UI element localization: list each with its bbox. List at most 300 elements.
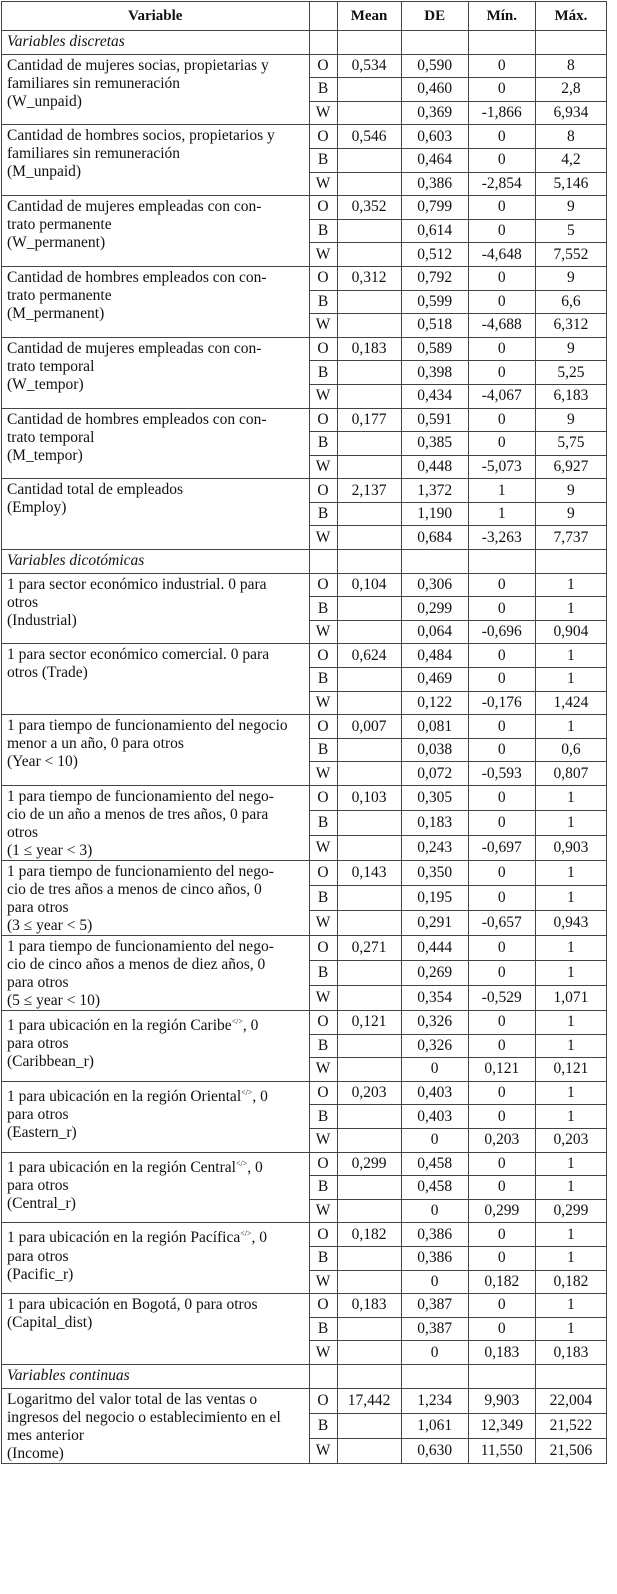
de-value: 0,484 — [401, 644, 468, 668]
max-value: 9 — [535, 408, 606, 432]
estimator-type: B — [309, 961, 337, 986]
empty-cell — [337, 1199, 401, 1223]
de-value: 0,434 — [401, 384, 468, 408]
min-value: 0 — [468, 644, 535, 668]
max-value: 5,75 — [535, 432, 606, 456]
estimator-type: O — [309, 54, 337, 78]
max-value: 6,183 — [535, 384, 606, 408]
estimator-type: O — [309, 861, 337, 886]
section-row — [2, 1364, 607, 1388]
min-value: -4,067 — [468, 384, 535, 408]
description-text: Cantidad de mujeres empleadas con con- trato temporal (W_tempor) — [7, 339, 262, 393]
min-value: 0 — [468, 1081, 535, 1105]
de-value: 0,589 — [401, 337, 468, 361]
estimator-type: W — [309, 691, 337, 715]
de-value: 0,386 — [401, 1223, 468, 1247]
description-text: 1 para ubicación en la región Caribe — [7, 1017, 232, 1035]
min-value: 0,182 — [468, 1270, 535, 1294]
max-value: 6,927 — [535, 455, 606, 479]
min-value: 11,550 — [468, 1438, 535, 1463]
estimator-type: W — [309, 620, 337, 644]
estimator-type: B — [309, 1034, 337, 1058]
de-value: 0,684 — [401, 526, 468, 550]
max-value: 1 — [535, 936, 606, 961]
estimator-type: B — [309, 1413, 337, 1438]
min-value: -3,263 — [468, 526, 535, 550]
estimator-type: W — [309, 526, 337, 550]
min-value: 0,299 — [468, 1199, 535, 1223]
description-text-cont: , 0 para otros (Eastern_r) — [7, 1087, 268, 1141]
header-variable: Variable — [2, 2, 310, 31]
estimator-type: W — [309, 455, 337, 479]
min-value: 0 — [468, 573, 535, 597]
empty-cell — [337, 219, 401, 243]
table-row — [2, 1152, 607, 1176]
estimator-type: B — [309, 1246, 337, 1270]
estimator-type: O — [309, 479, 337, 503]
de-value: 0,350 — [401, 861, 468, 886]
min-value: 0 — [468, 125, 535, 149]
empty-cell — [337, 1341, 401, 1365]
min-value: 0 — [468, 1034, 535, 1058]
min-value: -4,648 — [468, 243, 535, 267]
empty-cell — [401, 31, 468, 55]
estimator-type: W — [309, 172, 337, 196]
min-value: 0 — [468, 936, 535, 961]
empty-cell — [337, 432, 401, 456]
max-value: 6,6 — [535, 290, 606, 314]
description-text: 1 para ubicación en la región Central — [7, 1158, 236, 1176]
de-value: 0,326 — [401, 1034, 468, 1058]
mean-value: 0,103 — [337, 786, 401, 811]
estimator-type: W — [309, 1199, 337, 1223]
empty-cell — [337, 314, 401, 338]
variable-description — [2, 125, 310, 196]
empty-cell — [337, 691, 401, 715]
min-value: 0 — [468, 715, 535, 739]
description-text: Cantidad de hombres empleados con con- trato permanente (M_permanent) — [7, 268, 267, 322]
min-value: 0 — [468, 668, 535, 692]
description-text: 1 para tiempo de funcionamiento del nego- cio de tres años a menos de cinco años, 0 para otros (3 ≤ year < 5) — [7, 863, 274, 934]
min-value: 0 — [468, 811, 535, 836]
empty-cell — [309, 1364, 337, 1388]
min-value: -0,697 — [468, 836, 535, 861]
estimator-type: W — [309, 243, 337, 267]
estimator-type: O — [309, 125, 337, 149]
de-value: 0,398 — [401, 361, 468, 385]
min-value: 0 — [468, 78, 535, 102]
empty-cell — [337, 1105, 401, 1129]
header-de: DE — [401, 2, 468, 31]
estimator-type: O — [309, 715, 337, 739]
min-value: 0 — [468, 361, 535, 385]
header-mean: Mean — [337, 2, 401, 31]
de-value: 0 — [401, 1199, 468, 1223]
min-value: 0 — [468, 786, 535, 811]
variable-description — [2, 479, 310, 550]
mean-value: 0,183 — [337, 1294, 401, 1318]
min-value: 12,349 — [468, 1413, 535, 1438]
estimator-type: O — [309, 1388, 337, 1413]
empty-cell — [309, 31, 337, 55]
empty-cell — [337, 1438, 401, 1463]
empty-cell — [401, 1364, 468, 1388]
max-value: 1 — [535, 1152, 606, 1176]
estimator-type: B — [309, 1317, 337, 1341]
de-value: 0 — [401, 1341, 468, 1365]
table-row — [2, 1223, 607, 1247]
description-text-cont: , 0 para otros (Pacific_r) — [7, 1229, 267, 1283]
empty-cell — [401, 550, 468, 574]
de-value: 0,183 — [401, 811, 468, 836]
max-value: 6,934 — [535, 101, 606, 125]
estimator-type: O — [309, 266, 337, 290]
de-value: 0,354 — [401, 986, 468, 1011]
de-value: 0 — [401, 1058, 468, 1082]
description-text: Cantidad de hombres socios, propietarios y familiares sin remuneración (M_unpaid) — [7, 127, 275, 181]
estimator-type: B — [309, 502, 337, 526]
de-value: 0,590 — [401, 54, 468, 78]
de-value: 0,460 — [401, 78, 468, 102]
min-value: 0 — [468, 1176, 535, 1200]
mean-value: 0,203 — [337, 1081, 401, 1105]
de-value: 0,458 — [401, 1176, 468, 1200]
footnote-marker: </> — [235, 1158, 248, 1168]
estimator-type: O — [309, 337, 337, 361]
estimator-type: O — [309, 644, 337, 668]
de-value: 0,458 — [401, 1152, 468, 1176]
min-value: 0 — [468, 738, 535, 762]
estimator-type: W — [309, 1270, 337, 1294]
header-max: Máx. — [535, 2, 606, 31]
empty-cell — [535, 31, 606, 55]
min-value: 0 — [468, 1223, 535, 1247]
min-value: 0,121 — [468, 1058, 535, 1082]
de-value: 0,064 — [401, 620, 468, 644]
max-value: 7,552 — [535, 243, 606, 267]
empty-cell — [535, 1364, 606, 1388]
empty-cell — [535, 550, 606, 574]
max-value: 0,203 — [535, 1128, 606, 1152]
max-value: 1 — [535, 1246, 606, 1270]
mean-value: 0,007 — [337, 715, 401, 739]
estimator-type: B — [309, 886, 337, 911]
max-value: 7,737 — [535, 526, 606, 550]
max-value: 9 — [535, 479, 606, 503]
mean-value: 0,312 — [337, 266, 401, 290]
mean-value: 0,143 — [337, 861, 401, 886]
section-row — [2, 31, 607, 55]
max-value: 4,2 — [535, 148, 606, 172]
estimator-type: W — [309, 762, 337, 786]
empty-cell — [337, 550, 401, 574]
min-value: -0,657 — [468, 911, 535, 936]
de-value: 0,464 — [401, 148, 468, 172]
max-value: 1 — [535, 961, 606, 986]
max-value: 9 — [535, 196, 606, 220]
max-value: 1 — [535, 1294, 606, 1318]
description-text: Logaritmo del valor total de las ventas o ingresos del negocio o establecimiento en el mes anterior (Income) — [7, 1390, 281, 1462]
empty-cell — [337, 101, 401, 125]
variable-description — [2, 1388, 310, 1463]
estimator-type: W — [309, 1058, 337, 1082]
max-value: 22,004 — [535, 1388, 606, 1413]
description-text: 1 para sector económico comercial. 0 para otros (Trade) — [7, 646, 270, 682]
min-value: 0 — [468, 1294, 535, 1318]
mean-value: 0,352 — [337, 196, 401, 220]
header-type — [309, 2, 337, 31]
empty-cell — [337, 243, 401, 267]
variable-description — [2, 1223, 310, 1294]
estimator-type: B — [309, 148, 337, 172]
estimator-type: O — [309, 786, 337, 811]
min-value: 1 — [468, 479, 535, 503]
empty-cell — [337, 1270, 401, 1294]
de-value: 0,122 — [401, 691, 468, 715]
max-value: 0,904 — [535, 620, 606, 644]
de-value: 0,369 — [401, 101, 468, 125]
max-value: 21,522 — [535, 1413, 606, 1438]
de-value: 0,799 — [401, 196, 468, 220]
min-value: 0 — [468, 597, 535, 621]
de-value: 0,403 — [401, 1105, 468, 1129]
section-title: Variables discretas — [2, 31, 310, 55]
empty-cell — [337, 172, 401, 196]
max-value: 0,121 — [535, 1058, 606, 1082]
empty-cell — [337, 762, 401, 786]
min-value: 9,903 — [468, 1388, 535, 1413]
estimator-type: B — [309, 219, 337, 243]
descriptive-statistics-table — [1, 1, 607, 1464]
min-value: 0 — [468, 1105, 535, 1129]
min-value: -2,854 — [468, 172, 535, 196]
min-value: 0 — [468, 961, 535, 986]
min-value: 0 — [468, 1152, 535, 1176]
estimator-type: B — [309, 78, 337, 102]
section-row — [2, 550, 607, 574]
table-row — [2, 861, 607, 886]
estimator-type: B — [309, 432, 337, 456]
description-text: Cantidad total de empleados (Employ) — [7, 481, 184, 517]
max-value: 8 — [535, 125, 606, 149]
empty-cell — [337, 384, 401, 408]
max-value: 1,071 — [535, 986, 606, 1011]
estimator-type: B — [309, 597, 337, 621]
max-value: 1,424 — [535, 691, 606, 715]
max-value: 5 — [535, 219, 606, 243]
de-value: 0,599 — [401, 290, 468, 314]
estimator-type: W — [309, 1438, 337, 1463]
min-value: 0 — [468, 196, 535, 220]
de-value: 0,038 — [401, 738, 468, 762]
empty-cell — [337, 1246, 401, 1270]
estimator-type: W — [309, 986, 337, 1011]
mean-value: 0,624 — [337, 644, 401, 668]
empty-cell — [337, 502, 401, 526]
empty-cell — [337, 1058, 401, 1082]
de-value: 0,792 — [401, 266, 468, 290]
min-value: 0 — [468, 432, 535, 456]
max-value: 1 — [535, 1176, 606, 1200]
description-text: Cantidad de hombres empleados con con- trato temporal (M_tempor) — [7, 410, 267, 464]
de-value: 0,630 — [401, 1438, 468, 1463]
de-value: 0,591 — [401, 408, 468, 432]
estimator-type: O — [309, 408, 337, 432]
table-row — [2, 936, 607, 961]
de-value: 0,386 — [401, 172, 468, 196]
footnote-marker: </> — [240, 1229, 252, 1239]
estimator-type: B — [309, 738, 337, 762]
estimator-type: O — [309, 1152, 337, 1176]
description-text-cont: , 0 para otros (Caribbean_r) — [7, 1017, 259, 1071]
header-min: Mín. — [468, 2, 535, 31]
table-row — [2, 1294, 607, 1318]
de-value: 0,243 — [401, 836, 468, 861]
empty-cell — [337, 738, 401, 762]
table-row — [2, 1081, 607, 1105]
estimator-type: W — [309, 1128, 337, 1152]
max-value: 0,943 — [535, 911, 606, 936]
de-value: 0,291 — [401, 911, 468, 936]
estimator-type: W — [309, 836, 337, 861]
table-row — [2, 1011, 607, 1035]
estimator-type: B — [309, 361, 337, 385]
variable-description — [2, 936, 310, 1011]
empty-cell — [337, 961, 401, 986]
mean-value: 17,442 — [337, 1388, 401, 1413]
de-value: 0,385 — [401, 432, 468, 456]
description-text: 1 para tiempo de funcionamiento del nego- cio de un año a menos de tres años, 0 para otros (1 ≤ year < 3) — [7, 788, 274, 859]
de-value: 0 — [401, 1270, 468, 1294]
estimator-type: B — [309, 1176, 337, 1200]
variable-description — [2, 1011, 310, 1082]
variable-description — [2, 1081, 310, 1152]
min-value: -4,688 — [468, 314, 535, 338]
de-value: 1,372 — [401, 479, 468, 503]
de-value: 0 — [401, 1128, 468, 1152]
empty-cell — [337, 886, 401, 911]
estimator-type: B — [309, 668, 337, 692]
empty-cell — [337, 986, 401, 1011]
min-value: 0 — [468, 886, 535, 911]
max-value: 0,6 — [535, 738, 606, 762]
table-row — [2, 337, 607, 361]
mean-value: 0,534 — [337, 54, 401, 78]
empty-cell — [337, 1128, 401, 1152]
table-row — [2, 408, 607, 432]
min-value: 0 — [468, 861, 535, 886]
variable-description — [2, 196, 310, 267]
max-value: 1 — [535, 644, 606, 668]
estimator-type: O — [309, 936, 337, 961]
mean-value: 0,182 — [337, 1223, 401, 1247]
section-title: Variables continuas — [2, 1364, 310, 1388]
description-text: Cantidad de mujeres empleadas con con- trato permanente (W_permanent) — [7, 198, 262, 252]
de-value: 0,448 — [401, 455, 468, 479]
empty-cell — [337, 811, 401, 836]
empty-cell — [337, 668, 401, 692]
empty-cell — [337, 31, 401, 55]
description-text: 1 para sector económico industrial. 0 para otros (Industrial) — [7, 575, 267, 629]
empty-cell — [337, 1364, 401, 1388]
max-value: 0,183 — [535, 1341, 606, 1365]
de-value: 0,614 — [401, 219, 468, 243]
estimator-type: W — [309, 101, 337, 125]
min-value: -0,176 — [468, 691, 535, 715]
table-row — [2, 573, 607, 597]
empty-cell — [337, 455, 401, 479]
empty-cell — [337, 148, 401, 172]
min-value: 0 — [468, 290, 535, 314]
variable-description — [2, 337, 310, 408]
max-value: 9 — [535, 266, 606, 290]
min-value: 0 — [468, 408, 535, 432]
estimator-type: O — [309, 1011, 337, 1035]
max-value: 1 — [535, 1317, 606, 1341]
min-value: -5,073 — [468, 455, 535, 479]
de-value: 0,195 — [401, 886, 468, 911]
mean-value: 0,121 — [337, 1011, 401, 1035]
header-row — [2, 2, 607, 31]
empty-cell — [337, 620, 401, 644]
de-value: 0,387 — [401, 1317, 468, 1341]
estimator-type: W — [309, 384, 337, 408]
max-value: 1 — [535, 1081, 606, 1105]
variable-description — [2, 408, 310, 479]
description-text: Cantidad de mujeres socias, propietarias y familiares sin remuneración (W_unpaid) — [7, 56, 269, 110]
de-value: 0,518 — [401, 314, 468, 338]
min-value: 0,183 — [468, 1341, 535, 1365]
de-value: 1,061 — [401, 1413, 468, 1438]
estimator-type: W — [309, 314, 337, 338]
table-row — [2, 266, 607, 290]
empty-cell — [337, 290, 401, 314]
min-value: -0,696 — [468, 620, 535, 644]
variable-description — [2, 573, 310, 644]
estimator-type: B — [309, 811, 337, 836]
mean-value: 0,271 — [337, 936, 401, 961]
variable-description — [2, 266, 310, 337]
max-value: 1 — [535, 668, 606, 692]
estimator-type: O — [309, 1081, 337, 1105]
empty-cell — [468, 550, 535, 574]
table-row — [2, 1388, 607, 1413]
de-value: 0,403 — [401, 1081, 468, 1105]
min-value: 0 — [468, 1246, 535, 1270]
min-value: -0,529 — [468, 986, 535, 1011]
empty-cell — [337, 361, 401, 385]
mean-value: 0,177 — [337, 408, 401, 432]
min-value: -0,593 — [468, 762, 535, 786]
min-value: 0 — [468, 266, 535, 290]
min-value: 0 — [468, 148, 535, 172]
variable-description — [2, 644, 310, 715]
empty-cell — [309, 550, 337, 574]
de-value: 0,081 — [401, 715, 468, 739]
max-value: 9 — [535, 337, 606, 361]
max-value: 1 — [535, 786, 606, 811]
variable-description — [2, 54, 310, 125]
max-value: 1 — [535, 1034, 606, 1058]
description-text: 1 para tiempo de funcionamiento del negocio menor a un año, 0 para otros (Year < 10) — [7, 717, 288, 771]
estimator-type: O — [309, 1223, 337, 1247]
variable-description — [2, 1152, 310, 1223]
variable-description — [2, 786, 310, 861]
estimator-type: B — [309, 290, 337, 314]
min-value: 0 — [468, 54, 535, 78]
estimator-type: W — [309, 1341, 337, 1365]
de-value: 0,306 — [401, 573, 468, 597]
